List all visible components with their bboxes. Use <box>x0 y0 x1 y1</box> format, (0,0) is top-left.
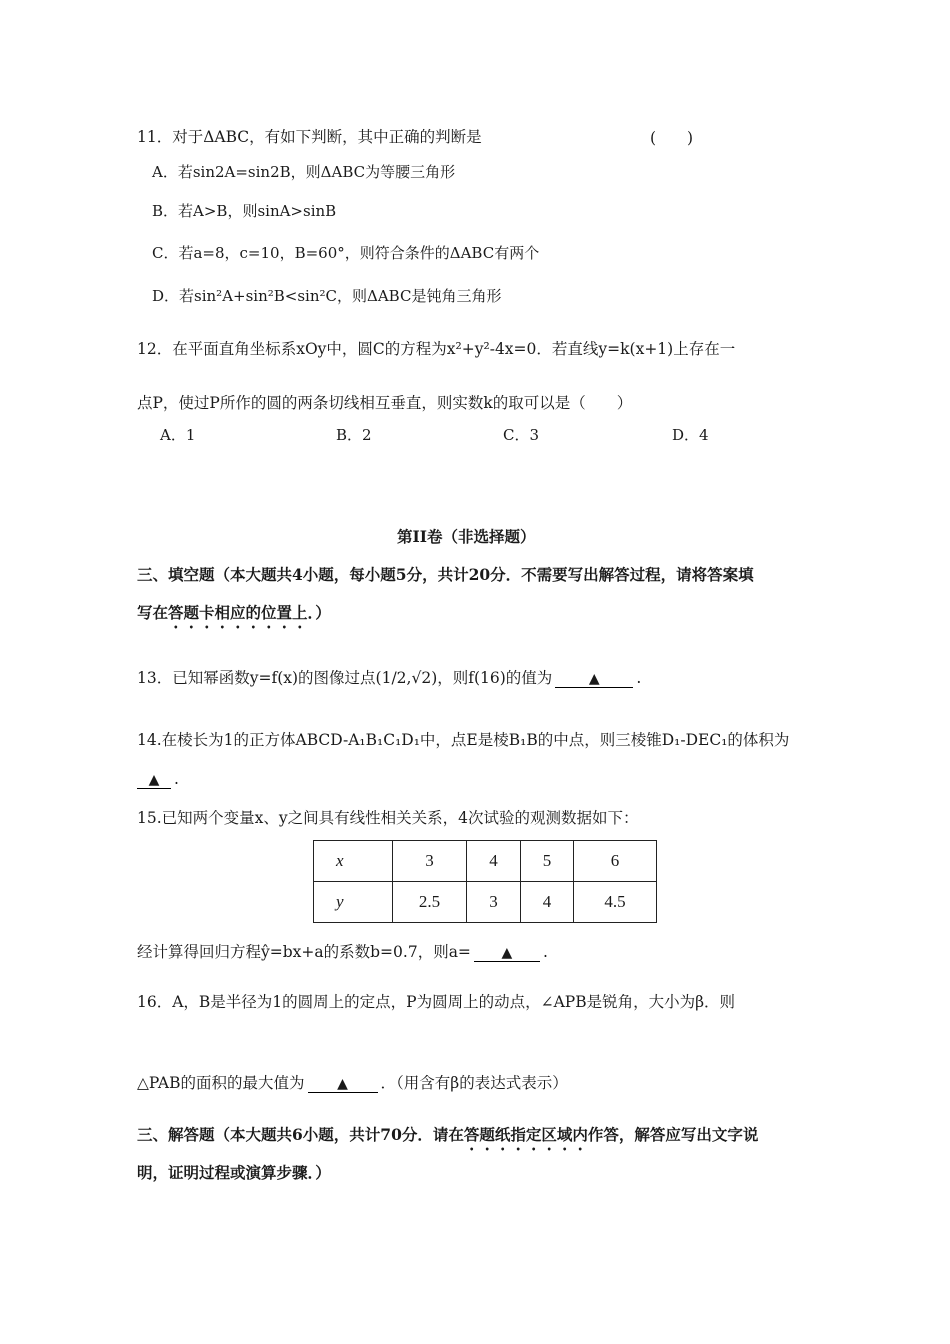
q12-option-d: D．4 <box>672 426 709 444</box>
section-2-title: 第II卷（非选择题） <box>397 527 536 546</box>
q16-suffix: ．（用含有β的表达式表示） <box>380 1074 568 1092</box>
q12-option-b: B．2 <box>336 426 372 444</box>
table-header-x: x <box>314 841 393 882</box>
q14-line1: 14.在棱长为1的正方体ABCD-A₁B₁C₁D₁中，点E是棱B₁B的中点，则三棱锥D₁-DEC₁的体积为 <box>137 731 790 749</box>
q13-blank-marker: ▲ <box>588 671 600 687</box>
q13-text: 13．已知幂函数y=f(x)的图像过点(1/2,√2)，则f(16)的值为 <box>137 669 553 687</box>
q14-blank-marker: ▲ <box>148 772 160 788</box>
table-header-y: y <box>314 882 393 923</box>
table-cell: 5 <box>521 841 574 882</box>
q15-answer-blank[interactable] <box>474 944 540 962</box>
fill-section-prefix: 写在 <box>137 603 169 622</box>
q15-blank-marker: ▲ <box>501 945 513 961</box>
q16-answer-blank[interactable] <box>308 1075 378 1093</box>
q13-answer-blank[interactable] <box>555 670 633 688</box>
q12-option-a: A．1 <box>160 426 196 444</box>
answer-section-header-line2: 明，证明过程或演算步骤．） <box>137 1163 331 1182</box>
fill-section-suffix: ．） <box>307 603 331 622</box>
table-cell: 4.5 <box>574 882 657 923</box>
q11-option-c: C．若a=8，c=10，B=60°，则符合条件的ΔABC有两个 <box>152 244 540 262</box>
q11-option-a: A．若sin2A=sin2B，则ΔABC为等腰三角形 <box>152 163 456 181</box>
answer-section-header-line1 <box>137 1124 758 1154</box>
q11-answer-paren: ( ) <box>650 129 694 147</box>
answer-section-suffix: 作答，解答应写出文字说 <box>587 1125 759 1144</box>
q16-prefix: △PAB的面积的最大值为 <box>137 1074 305 1092</box>
answer-section-prefix: 三、解答题（本大题共6小题，共计70分．请在 <box>137 1125 464 1144</box>
q13 <box>137 667 641 689</box>
q14-line2 <box>137 768 179 790</box>
table-row <box>314 841 657 882</box>
table-row <box>314 882 657 923</box>
q11-stem: 11．对于ΔABC，有如下判断，其中正确的判断是 <box>137 128 482 146</box>
q15-data-table <box>313 840 657 923</box>
fill-section-header-line2 <box>137 602 331 632</box>
fill-section-header-line1: 三、填空题（本大题共4小题，每小题5分，共计20分．不需要写出解答过程，请将答案填 <box>137 565 754 584</box>
q11-option-d: D．若sin²A+sin²B<sin²C，则ΔABC是钝角三角形 <box>152 287 502 305</box>
q12-option-c: C．3 <box>503 426 540 444</box>
fill-section-emphasis: 答题卡相应的位置上 <box>168 603 308 622</box>
q13-end: . <box>636 669 642 687</box>
q15-after-text: 经计算得回归方程ŷ=bx+a的系数b=0.7，则a= <box>137 943 471 961</box>
table-cell: 4 <box>521 882 574 923</box>
q16-line2 <box>137 1072 568 1094</box>
q15-text: 15.已知两个变量x、y之间具有线性相关关系，4次试验的观测数据如下： <box>137 809 639 827</box>
table-cell: 2.5 <box>393 882 467 923</box>
q16-blank-marker: ▲ <box>337 1076 348 1092</box>
table-cell: 4 <box>467 841 521 882</box>
table-cell: 6 <box>574 841 657 882</box>
q15-after <box>137 941 548 963</box>
table-cell: 3 <box>467 882 521 923</box>
q12-line2: 点P，使过P所作的圆的两条切线相互垂直，则实数k的取可以是（ ） <box>137 394 633 412</box>
table-cell: 3 <box>393 841 467 882</box>
q15-end: . <box>542 943 548 961</box>
q16-line1: 16．A，B是半径为1的圆周上的定点，P为圆周上的动点，∠APB是锐角，大小为β．则 <box>137 993 736 1011</box>
q11-option-b: B．若A>B，则sinA>sinB <box>152 202 337 220</box>
q14-end: . <box>174 770 179 788</box>
q12-line1: 12．在平面直角坐标系xOy中，圆C的方程为x²+y²-4x=0．若直线y=k(x+1)上存在一 <box>137 340 736 358</box>
q14-answer-blank[interactable] <box>137 771 171 789</box>
answer-section-emphasis: 答题纸指定区域内 <box>463 1125 588 1144</box>
